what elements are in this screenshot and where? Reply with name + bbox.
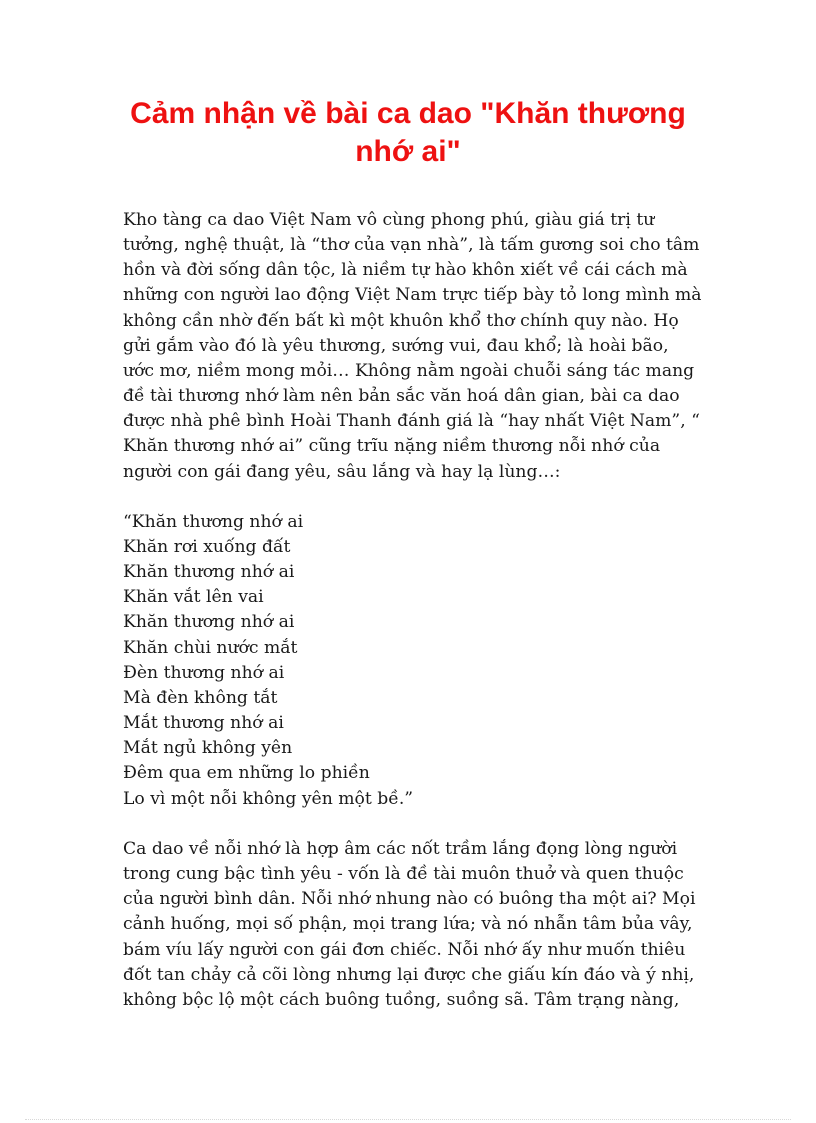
poem-line: Mà đèn không tắt xyxy=(123,687,278,708)
poem-line: Mắt thương nhớ ai xyxy=(123,713,284,734)
intro-paragraph: Kho tàng ca dao Việt Nam vô cùng phong phú, giàu giá trị tư tưởng, nghệ thuật, là “thơ của vạn nhà”, là tấm gương soi cho tâm hồn và đời sống dân tộc, là niềm tự hào khôn xiết về cái cách mà những con người lao động Việt Nam trực tiếp bày tỏ long mình mà không cần nhờ đến bất kì một khuôn khổ thơ chính quy nào. Họ gửi gắm vào đó là yêu thương, sướng vui, đau khổ; là hoài bão, ước mơ, niềm mong mỏi… Không nằm ngoài chuỗi sáng tác mang đề tài thương nhớ làm nên bản sắc văn hoá dân gian, bài ca dao được nhà phê bình Hoài Thanh đánh giá là “hay nhất Việt Nam”, “ Khăn thương nhớ ai” cũng trĩu nặng niềm thương nỗi nhớ của người con gái đang yêu, sâu lắng và hay lạ lùng…: xyxy=(123,210,702,482)
poem-line: Đêm qua em những lo phiền xyxy=(123,763,370,784)
poem-line: Khăn vắt lên vai xyxy=(123,587,264,608)
poem-line: Khăn rơi xuống đất xyxy=(123,537,291,558)
document-body xyxy=(123,208,703,1038)
poem-line: Khăn thương nhớ ai xyxy=(123,612,295,633)
poem-block xyxy=(123,510,703,812)
poem-line: Mắt ngủ không yên xyxy=(123,738,293,759)
poem-line: Khăn chùi nước mắt xyxy=(123,637,298,658)
page-bottom-divider xyxy=(25,1119,791,1120)
poem-line: Lo vì một nỗi không yên một bề.” xyxy=(123,788,414,809)
closing-paragraph: Ca dao về nỗi nhớ là hợp âm các nốt trầm lắng đọng lòng người trong cung bậc tình yêu - vốn là đề tài muôn thuở và quen thuộc của người bình dân. Nỗi nhớ nhung nào có buông tha một ai? Mọi cảnh huống, mọi số phận, mọi trang lứa; và nó nhẫn tâm bủa vây, bám víu lấy người con gái đơn chiếc. Nỗi nhớ ấy như muốn thiêu đốt tan chảy cả cõi lòng nhưng lại được che giấu kín đáo và ý nhị, không bộc lộ một cách buông tuồng, suồng sã. Tâm trạng nàng, xyxy=(123,838,696,1010)
poem-line: Khăn thương nhớ ai xyxy=(123,562,295,583)
page-title: Cảm nhận về bài ca dao "Khăn thương nhớ ai" xyxy=(130,97,686,168)
poem-line: “Khăn thương nhớ ai xyxy=(123,511,304,532)
poem-line: Đèn thương nhớ ai xyxy=(123,662,285,683)
